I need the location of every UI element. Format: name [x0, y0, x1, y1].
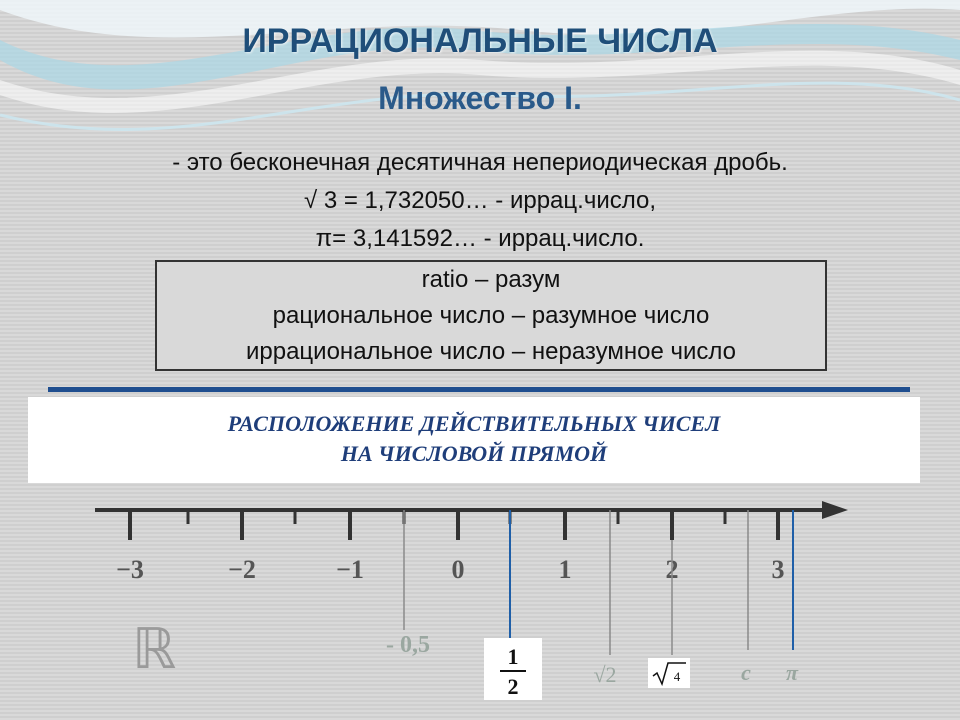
half-numerator: 1 — [507, 644, 519, 669]
sqrt4-radicand: 4 — [673, 669, 681, 684]
pi-label: π — [785, 660, 799, 685]
half-denominator: 2 — [507, 674, 519, 699]
sqrt2-label: √2 — [593, 662, 617, 687]
rational-line: рациональное число – разумное число — [272, 302, 710, 329]
section-heading-line: РАСПОЛОЖЕНИЕ ДЕЙСТВИТЕЛЬНЫХ ЧИСЕЛ — [227, 411, 721, 436]
tick-label: −1 — [336, 555, 364, 584]
tick-label: −2 — [228, 555, 256, 584]
axis-arrow-icon — [822, 501, 848, 519]
tick-label: 0 — [451, 555, 465, 584]
definition-line: - это бесконечная десятичная непериодическая дробь. — [172, 149, 788, 176]
real-set-symbol: ℝ — [132, 619, 177, 681]
neg-half-label: - 0,5 — [386, 632, 430, 658]
page-title: ИРРАЦИОНАЛЬНЫЕ ЧИСЛА — [242, 22, 718, 60]
tick-label: 1 — [558, 555, 572, 584]
section-heading-line: НА ЧИСЛОВОЙ ПРЯМОЙ — [340, 441, 608, 466]
major-ticks — [130, 510, 778, 540]
sqrt3-example: √ 3 = 1,732050… - иррац.число, — [303, 187, 657, 214]
tick-label: 3 — [771, 555, 785, 584]
ratio-line: ratio – разум — [421, 266, 561, 293]
pi-example: π= 3,141592… - иррац.число. — [315, 225, 645, 252]
c-label: c — [741, 660, 751, 685]
page-subtitle: Множество I. — [378, 80, 582, 116]
irrational-line: иррациональное число – неразумное число — [245, 338, 737, 365]
tick-label: 2 — [665, 555, 679, 584]
tick-label: −3 — [116, 555, 144, 584]
